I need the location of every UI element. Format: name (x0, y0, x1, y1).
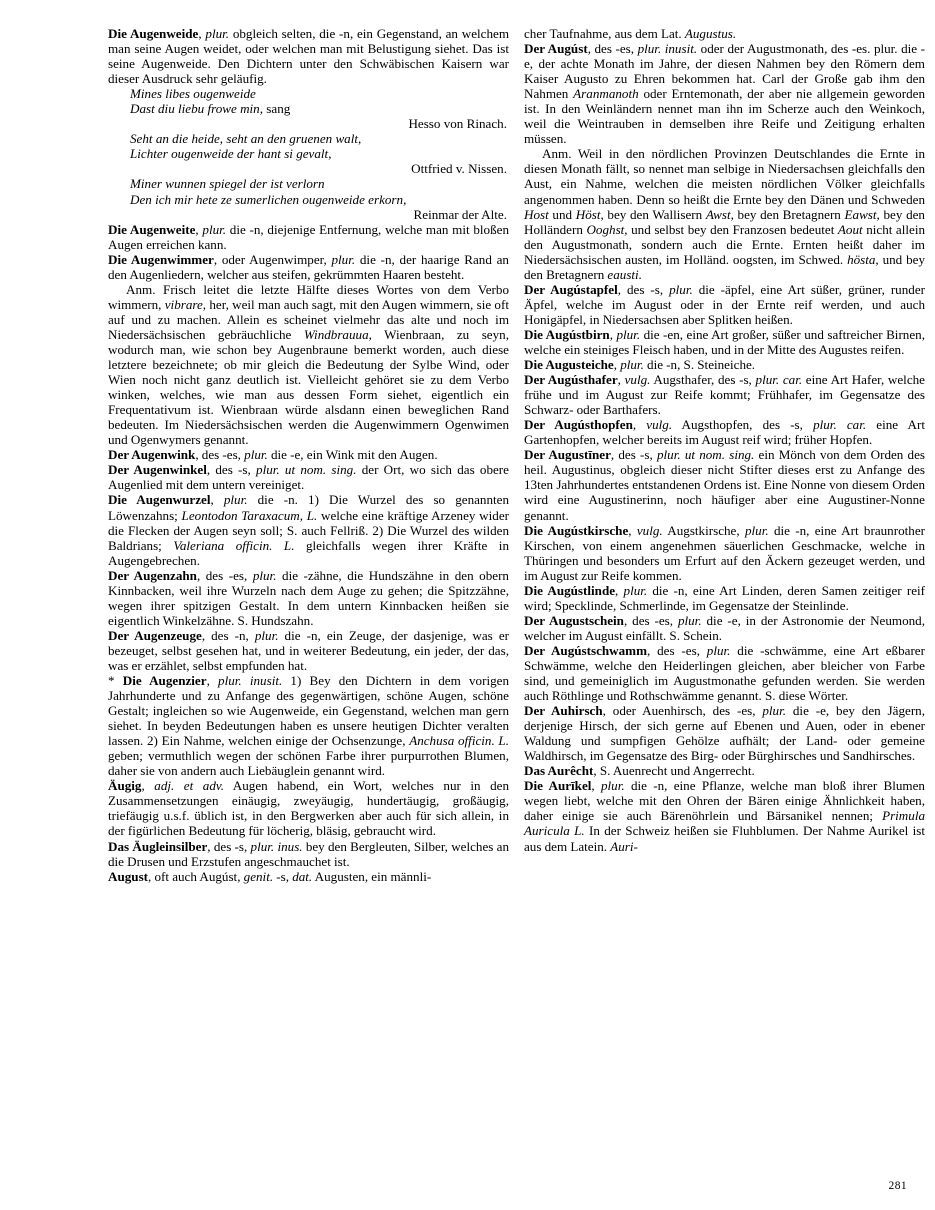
dictionary-entry: Der Augenwinkel, des -s, plur. ut nom. sing. der Ort, wo sich das obere Augenlied mit dem untern vereiniget. (108, 462, 509, 493)
verse-line: Dast diu liebu frowe min, sang (130, 101, 291, 117)
verse-line: Mines libes ougenweide (130, 86, 256, 102)
dictionary-entry: Die Augenwurzel, plur. die -n. 1) Die Wurzel des so genannten Löwenzahns; Leontodon Taraxacum, L. welche eine kräftige Arzeney wider die Flecken der Augen seyn soll; S. auch Fellriß. 2) Die Wurzel des wilden Baldrians; Valeriana officin. L. gleichfalls wegen ihrer Kräfte in Augengebrechen. (108, 492, 510, 568)
dictionary-entry: Die Aurīkel, plur. die -n, eine Pflanze, welche man bloß ihrer Blumen wegen liebt, welche mit den Ohren der Bären einige Ähnlichkeit haben, daher einige sie auch Bärenöhrlein und Bärsanikel nennen; Primula Auricula L. In der Schweiz heißen sie Fluhblumen. Der Nahme Aurikel ist aus dem Latein. Auri- (524, 778, 925, 854)
dictionary-entry: Der Augenzeuge, des -n, plur. die -n, ein Zeuge, der dasjenige, was er bezeuget, selbst gesehen hat, und in weiterer Bedeutung, ein jeder, der das, was er erzählet, selbst empfunden hat. (108, 627, 509, 673)
verse-attribution: Ottfried v. Nissen. (411, 161, 507, 177)
dictionary-entry: cher Taufnahme, aus dem Lat. Augustus. (524, 26, 737, 41)
verse-attribution: Reinmar der Alte. (413, 206, 507, 222)
dictionary-entry: Der Augenzahn, des -es, plur. die -zähne, die Hundszähne in den obern Kinnbacken, weil ihre Wurzeln nach dem Auge zu gehen; die Spitzzähne, wegen ihrer spitzigen Gestalt. In dem untern Kinnbacken heißen sie eigentlich Winkelzähne. S. Hundszahn. (108, 567, 509, 628)
dictionary-entry: * Die Augenzier, plur. inusit. 1) Bey den Dichtern in dem vorigen Jahrhunderte und zu Anfange des gegenwärtigen, schöne Augen, schöne Gestalt; ingleichen so wie Augenweide, ein Gegenstand, welchen man gern siehet. In beyden Bedeutungen haben es unsere heutigen Dichter veralten lassen. 2) Ein Nahme, welchen einige der Ochsenzunge, Anchusa officin. L. geben; vermuthlich wegen der schönen Farbe ihrer purpurrothen Blumen, daher sie von andern auch Liebäuglein genannt wird. (108, 673, 509, 779)
left-text-column (108, 26, 509, 884)
verse-attribution: Hesso von Rinach. (408, 116, 507, 132)
dictionary-note: Anm. Frisch leitet die letzte Hälfte dieses Wortes von dem Verbo wimmern, vibrare, her, weil man auch sagt, mit den Augen wimmern, sie oft auf und zu machen. Allein es scheinet vielmehr das alte und noch im Niedersächsischen gebräuchliche Windbrauua, Wienbraan, zu seyn, wodurch man, wie schon bey Augenbraune bemerkt worden, auch diese letztere bezeichnete; ob mir gleich die Bedeutung der Sylbe Wind, oder Wien noch nicht ganz deutlich ist. Vielleicht gehöret sie zu dem Verbo winken, welches, wie man aus dessen Form siehet, eigentlich ein Frequentativum ist. Wienbraan würde alsdann einen beweglichen Rand bedeuten. Im Niedersächsischen werden die Augenwimmern Ogenwimen und Ogenwymers genannt. (108, 281, 509, 448)
dictionary-entry: Die Augústkirsche, vulg. Augstkirsche, plur. die -n, eine Art braunrother Kirschen, von einem angenehmen säuerlichen Geschmacke, welche in Thüringen und besonders um Erfurt auf den Äckern gezeuget werden, und im August zur Reife kommen. (524, 522, 925, 583)
dictionary-entry: Die Augusteiche, plur. die -n, S. Steineiche. (524, 357, 756, 373)
page-number: 281 (888, 1180, 907, 1192)
dictionary-entry: Die Augenwimmer, oder Augenwimper, plur. die -n, der haarige Rand an den Augenliedern, welcher aus steifen, gekrümmten Haaren besteht. (108, 251, 509, 282)
dictionary-entry: Der Auhirsch, oder Auenhirsch, des -es, plur. die -e, bey den Jägern, derjenige Hirsch, der sich gerne auf Ebenen und Auen, oder in ebener Waldung und sumpfigen Gehölze aufhält; der Land- oder gemeine Waldhirsch, im Gegensatze des Birg- oder Bürghirsches und Sandhirsches. (524, 703, 926, 764)
dictionary-entry: Das Aurêcht, S. Auenrecht und Angerrecht. (524, 763, 755, 779)
dictionary-note: Anm. Weil in den nördlichen Provinzen Deutschlandes die Ernte in diesen Monath fällt, so nennet man selbige in Niedersachsen gleichfalls den Aust, ein Nahme, welchen die meisten nördlichen Völker gleichfalls angenommen haben. Denn so heißt die Ernte bey den Dänen und Schweden Host und Höst, bey den Wallisern Awst, bey den Bretagnern Eawst, bey den Holländern Ooghst, und selbst bey den Franzosen bedeutet Aout nicht allein den Augustmonath, sondern auch die Ernte. Ernten heißt daher im Niedersächsischen austen, im Holländ. oogsten, im Schwed. hösta, und bey den Bretagnern eausti. (524, 146, 926, 282)
dictionary-entry: Der Augustschein, des -es, plur. die -e, in der Astronomie der Neumond, welcher im August einfällt. S. Schein. (524, 612, 925, 643)
dictionary-entry: Der Augustīner, des -s, plur. ut nom. sing. ein Mönch von dem Orden des heil. Augustinus, obgleich dieser nicht Stifter dieses erst zu Anfange des 13ten Jahrhundertes entstandenen Ordens ist. Eine Nonne von diesem Orden wird eine Augustinerinn, noch häufiger aber eine Augustiner-Nonne genannt. (524, 447, 926, 523)
dictionary-entry: Die Augenweide, plur. obgleich selten, die -n, ein Gegenstand, an welchem man seine Augen weidet, oder welchen man mit Belustigung siehet. Das ist seine Augenweide. Den Dichtern unter den Schwäbischen Kaisern war dieser Ausdruck sehr geläufig. (108, 26, 510, 87)
two-column-layout (0, 26, 935, 884)
dictionary-entry: Die Augústbirn, plur. die -en, eine Art großer, süßer und saftreicher Birnen, welche ein steiniges Fleisch haben, und in der Mitte des Augustes reifen. (524, 326, 925, 357)
dictionary-entry: Der Augúst, des -es, plur. inusit. oder der Augustmonath, des -es. plur. die -e, der achte Monath im Jahre, der diesen Nahmen bey den Römern dem Kaiser Augusto zu Ehren bekommen hat. Carl der Große gab ihm den Nahmen Aranmanoth oder Erntemonath, der aber nie allgemein geworden ist. In den Weinländern nennet man ihn im Scherze auch den Weinkoch, weil die Weintrauben in demselben ihre Reife und Zeitigung erhalten müssen. (524, 41, 926, 147)
dictionary-entry: Der Augústhopfen, vulg. Augsthopfen, des -s, plur. car. eine Art Gartenhopfen, welcher bereits im August reif wird; früher Hopfen. (524, 417, 925, 448)
dictionary-entry: Der Augústhafer, vulg. Augsthafer, des -s, plur. car. eine Art Hafer, welche frühe und im August zur Reife kommt; Frühhafer, im Gegensatze des Schwarz- oder Barthafers. (524, 372, 925, 418)
verse-line: Seht an die heide, seht an den gruenen walt, (130, 131, 362, 147)
right-text-column (524, 26, 925, 854)
dictionary-entry: Die Augenweite, plur. die -n, diejenige Entfernung, welche man mit bloßen Augen erreichen kann. (108, 221, 509, 252)
dictionary-entry: Der Augústapfel, des -s, plur. die -äpfel, eine Art süßer, grüner, runder Äpfel, welche im August oder in der Ernte reif werden, und auch Honigäpfel, in Niedersachsen aber Splitken heißen. (524, 281, 925, 327)
dictionary-entry: Äugig, adj. et adv. Augen habend, ein Wort, welches nur in den Zusammensetzungen einäugig, zweyäugig, hundertäugig, großäugig, triefäugig u.s.f. üblich ist, in den Bergwerken aber auch für sich allein, in der figürlichen Bedeutung für löcherig, bläsig, gebraucht wird. (108, 778, 509, 839)
verse-line: Den ich mir hete ze sumerlichen ougenweide erkorn, (130, 191, 407, 207)
dictionary-entry: Die Augústlinde, plur. die -n, eine Art Linden, deren Samen zeitiger reif wird; Specklinde, Schmerlinde, im Gegensatze der Steinlinde. (524, 582, 926, 613)
verse-line: Lichter ougenweide der hant si gevalt, (130, 146, 332, 162)
verse-line: Miner wunnen spiegel der ist verlorn (130, 176, 325, 192)
dictionary-entry: Das Äugleinsilber, des -s, plur. inus. bey den Bergleuten, Silber, welches an die Drusen und Erzstufen angeschmauchet ist. (108, 838, 509, 869)
dictionary-entry: Der Augústschwamm, des -es, plur. die -schwämme, eine Art eßbarer Schwämme, welche den Heiderlingen gleichen, aber bleicher von Farbe sind, und gemeiniglich im Augustmonathe gefunden werden. Sie werden auch Röthlinge und Rothschwämme genannt. S. diese Wörter. (524, 642, 925, 704)
dictionary-entry: Der Augenwink, des -es, plur. die -e, ein Wink mit den Augen. (108, 447, 438, 463)
dictionary-entry: August, oft auch Augúst, genit. -s, dat. Augusten, ein männli- (108, 868, 432, 884)
